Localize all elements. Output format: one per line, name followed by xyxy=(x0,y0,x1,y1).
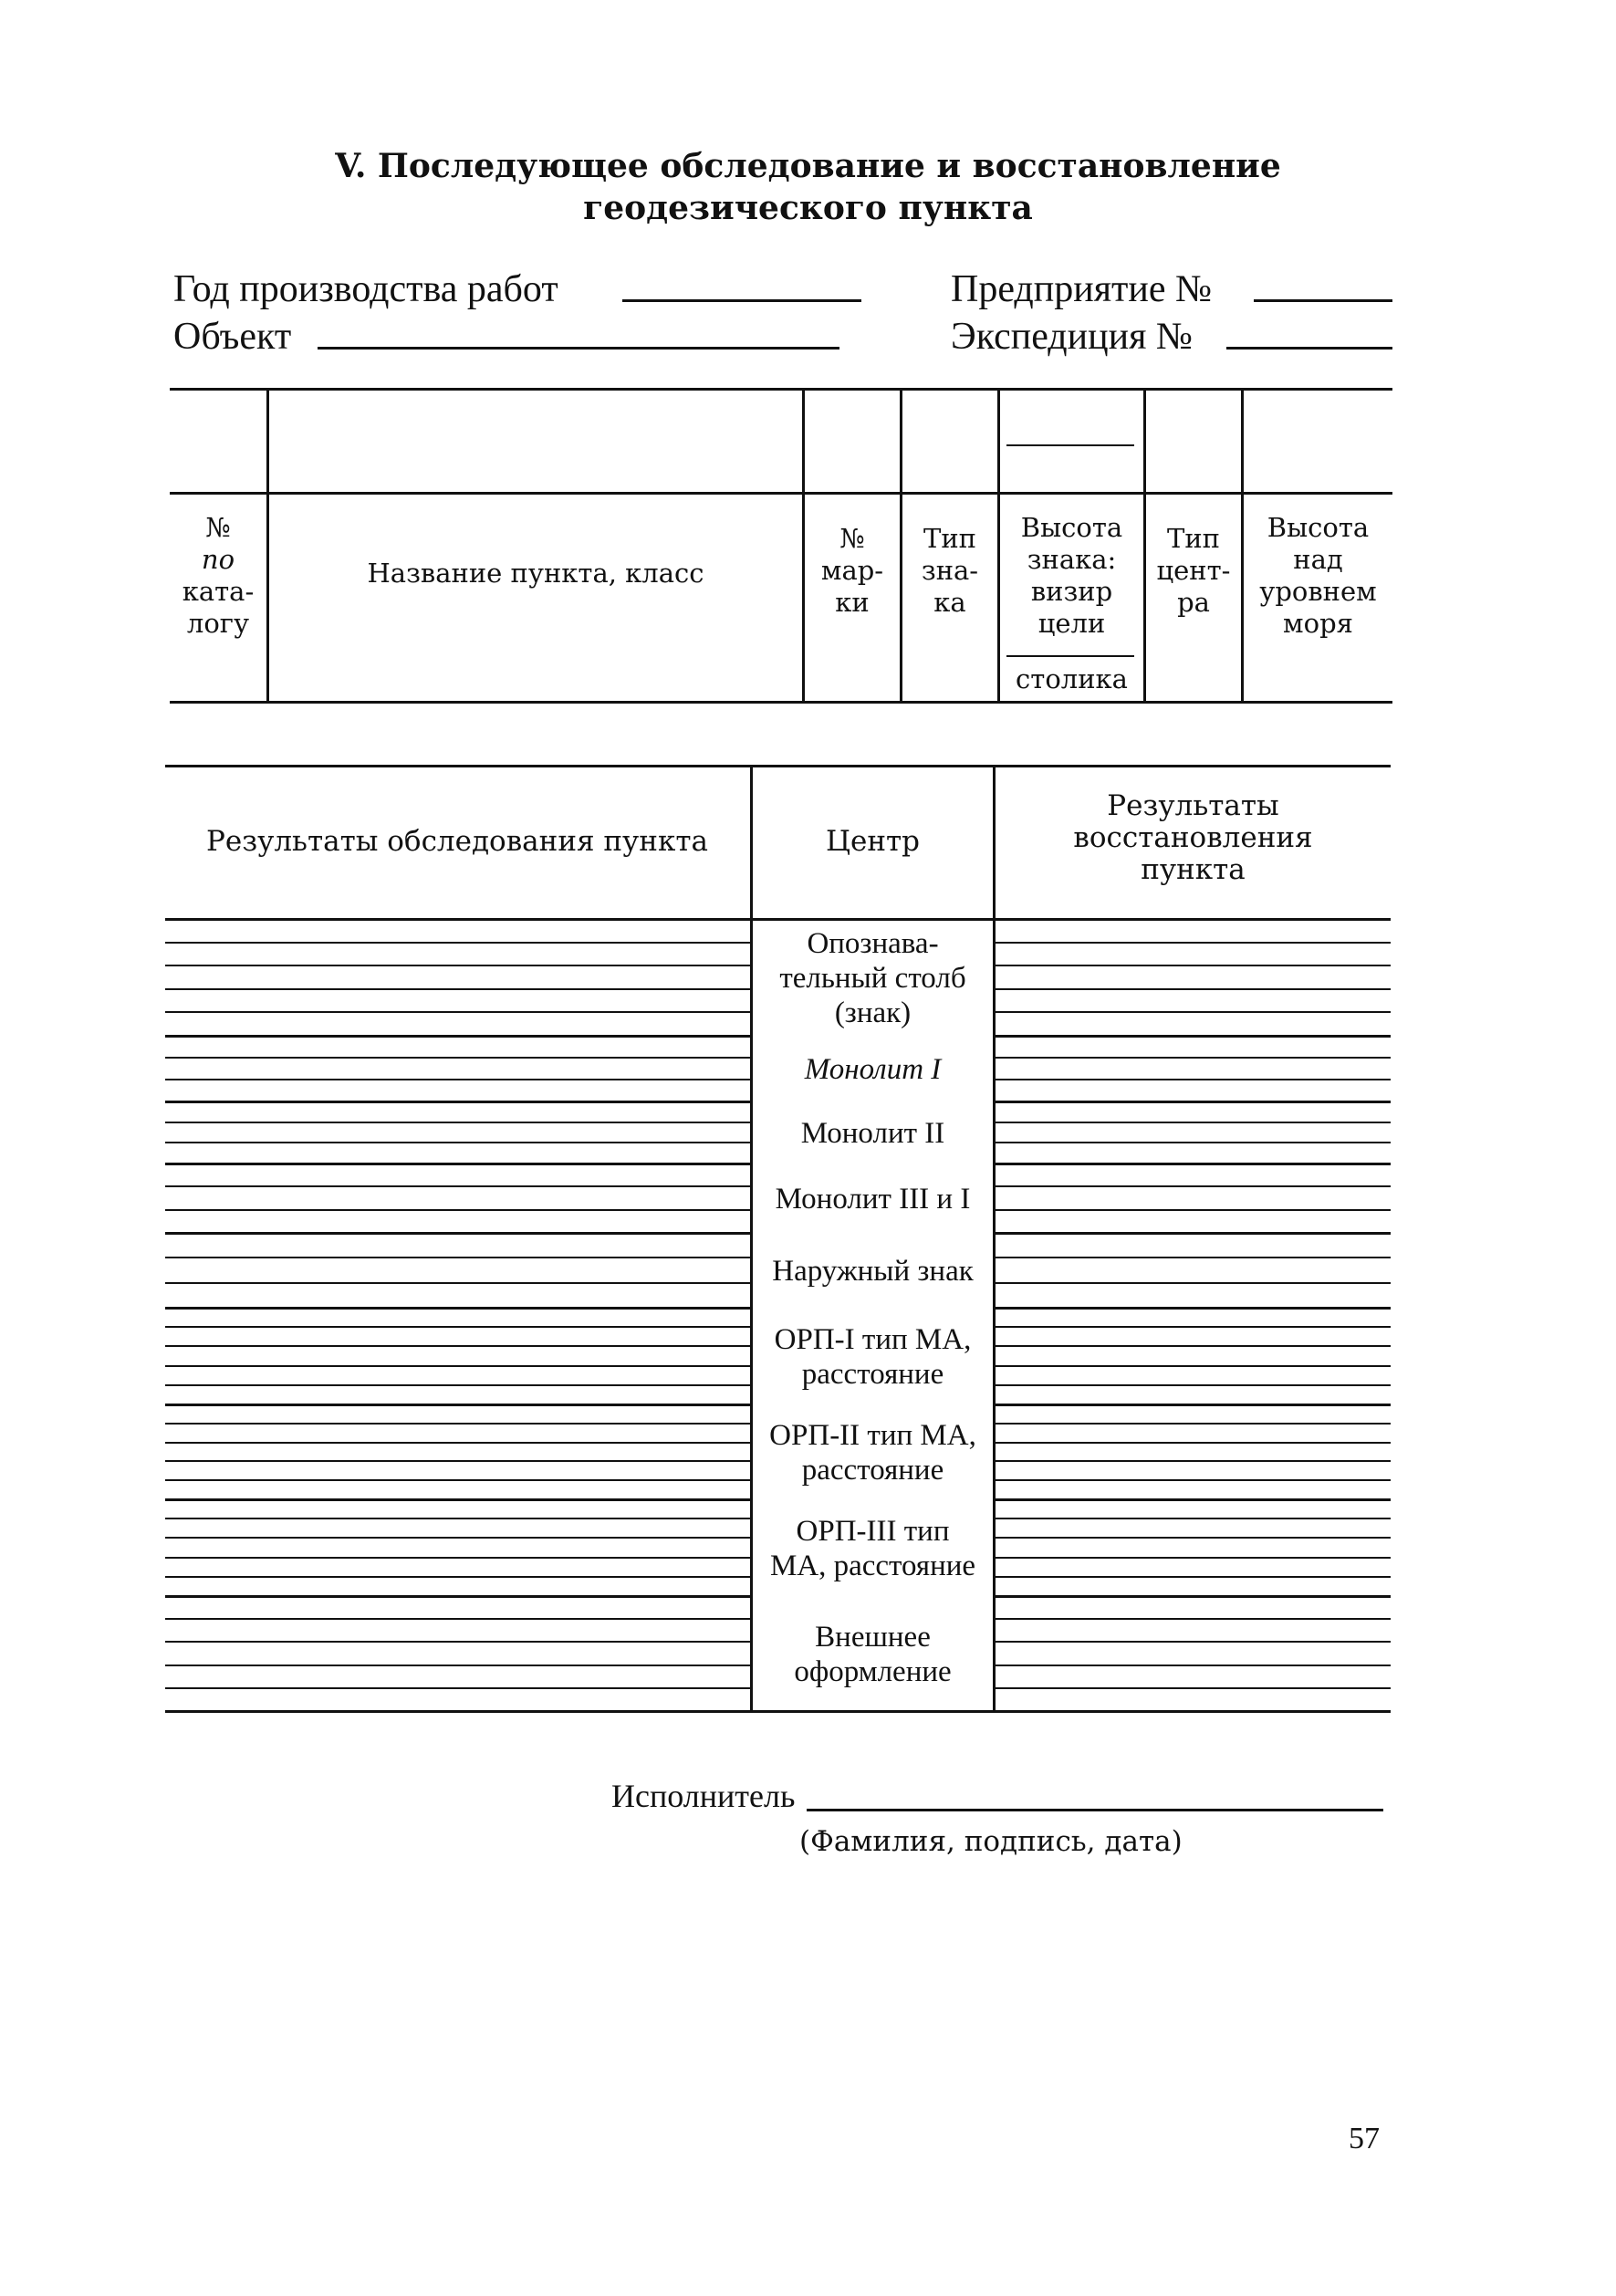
page-title-line-2: геодезического пункта xyxy=(583,189,1033,227)
header-sea-level-line: Высота xyxy=(1267,512,1370,543)
table2-row-line xyxy=(996,1282,1391,1284)
header-sea-level-line: уровнем xyxy=(1259,576,1377,607)
table2-row-line xyxy=(165,1641,750,1643)
table2-row-line xyxy=(996,1326,1391,1328)
table2-row-line xyxy=(165,1035,750,1038)
table2-row-line xyxy=(165,1518,750,1519)
header-restoration-results xyxy=(996,783,1391,892)
table2-row-line xyxy=(165,1011,750,1013)
header-catalog-line: № xyxy=(205,512,231,543)
table2-row-line xyxy=(996,1384,1391,1386)
table2-row-line xyxy=(996,1641,1391,1643)
center-row-label-line: ОРП-I тип МА, xyxy=(774,1322,972,1356)
table2-row-line xyxy=(165,1384,750,1386)
center-row-label-line: ОРП-II тип МА, xyxy=(769,1418,976,1452)
header-table-height: столика xyxy=(1016,663,1128,694)
table2-row-line xyxy=(165,1423,750,1425)
center-row-label xyxy=(753,1235,993,1307)
table2-row-line xyxy=(996,1011,1391,1013)
center-row-label-line: расстояние xyxy=(801,1357,944,1391)
header-sign-height-line: знака: xyxy=(1027,544,1117,575)
table2-row-line xyxy=(165,1079,750,1080)
table2-row-line xyxy=(996,988,1391,990)
table2-row-line xyxy=(165,1209,750,1211)
table2-row-line xyxy=(996,1557,1391,1559)
table2-row-line xyxy=(996,1057,1391,1059)
table2-row-line xyxy=(165,1537,750,1539)
table2-row-line xyxy=(996,1460,1391,1462)
header-survey-results: Результаты обследования пункта xyxy=(206,824,708,858)
page-number: 57 xyxy=(1349,2122,1380,2155)
table2-row-line xyxy=(996,1257,1391,1258)
center-row-label-line: ОРП-III тип xyxy=(796,1514,950,1548)
table2-row-line xyxy=(165,1345,750,1347)
header-restoration-line: Результаты xyxy=(1107,788,1279,822)
table2-row-line xyxy=(996,1035,1391,1038)
center-row-label xyxy=(753,1038,993,1101)
table2-row-line xyxy=(996,1404,1391,1406)
table2-row-line xyxy=(165,1101,750,1103)
header-catalog-line: логу xyxy=(186,608,250,639)
table2-row-line xyxy=(996,1142,1391,1143)
center-row-label-line: МА, расстояние xyxy=(769,1549,976,1582)
table2-row-line xyxy=(165,1307,750,1310)
object-label: Объект xyxy=(173,316,292,358)
center-row-label-line: Монолит II xyxy=(800,1116,945,1150)
table2-top-border xyxy=(165,765,1391,767)
header-mark-line: № xyxy=(839,522,865,554)
table2-row-line xyxy=(165,988,750,990)
header-center: Центр xyxy=(825,824,921,858)
center-row-label-line: Наружный знак xyxy=(772,1254,974,1288)
table2-row-line xyxy=(165,1687,750,1689)
header-restoration-line: восстановления xyxy=(1073,820,1313,854)
table2-row-line xyxy=(996,1423,1391,1425)
table2-row-line xyxy=(165,1142,750,1143)
table2-row-line xyxy=(996,1163,1391,1165)
table2-row-line xyxy=(165,1442,750,1444)
year-label: Год производства работ xyxy=(173,268,558,310)
page-title-line-1: V. Последующее обследование и восстановление xyxy=(335,147,1281,185)
header-restoration-line: пункта xyxy=(1141,852,1246,886)
table2-row-line xyxy=(996,1442,1391,1444)
table2-row-line xyxy=(996,1232,1391,1235)
table2-row-line xyxy=(165,1618,750,1620)
center-row-label-line: расстояние xyxy=(801,1453,944,1487)
table2-row-line xyxy=(165,1576,750,1578)
table2-row-line xyxy=(996,965,1391,966)
table2-row-line xyxy=(165,1122,750,1123)
table2-row-line xyxy=(996,1518,1391,1519)
center-row-label-line: Монолит I xyxy=(804,1052,942,1086)
table2-row-line xyxy=(996,1365,1391,1367)
table2-row-line xyxy=(165,965,750,966)
table2-row-line xyxy=(165,942,750,944)
table2-column-divider xyxy=(993,765,996,1712)
table2-row-line xyxy=(165,1232,750,1235)
table2-row-line xyxy=(165,1460,750,1462)
table2-row-line xyxy=(996,1576,1391,1578)
header-sign-type-line: зна- xyxy=(921,554,979,586)
table2-row-line xyxy=(996,1537,1391,1539)
table2-bottom-border xyxy=(165,1710,1391,1713)
table2-row-line xyxy=(996,1665,1391,1666)
table2-row-line xyxy=(996,1101,1391,1103)
executor-input-line[interactable] xyxy=(807,1809,1383,1811)
center-row-label xyxy=(753,1598,993,1710)
table2-row-line xyxy=(165,1479,750,1481)
table2-row-line xyxy=(996,1479,1391,1481)
header-mark-line: мар- xyxy=(820,554,884,586)
table2-row-line xyxy=(165,1404,750,1406)
header-sea-level-line: над xyxy=(1293,544,1343,575)
header-sign-type-line: ка xyxy=(933,586,966,618)
table2-row-line xyxy=(996,1498,1391,1501)
center-row-label-line: оформление xyxy=(794,1654,952,1688)
table2-row-line xyxy=(996,1122,1391,1123)
header-sign-height-line: Высота xyxy=(1020,512,1123,543)
table2-row-line xyxy=(996,1687,1391,1689)
header-point-name-class: Название пункта, класс xyxy=(367,557,704,589)
table2-row-line xyxy=(165,1257,750,1258)
table2-row-line xyxy=(165,1595,750,1598)
center-row-label-line: Внешнее xyxy=(815,1620,931,1654)
header-sea-level-line: моря xyxy=(1283,608,1353,639)
table2-row-line xyxy=(165,1665,750,1666)
table2-row-line xyxy=(996,1595,1391,1598)
table2-row-line xyxy=(165,1185,750,1187)
table2-row-line xyxy=(165,1057,750,1059)
header-mark-line: ки xyxy=(835,586,870,618)
table2-row-line xyxy=(165,1282,750,1284)
executor-label: Исполнитель xyxy=(611,1778,796,1814)
center-row-label-line: тельный столб xyxy=(779,961,966,995)
center-row-label-line: Опознава- xyxy=(807,926,939,960)
table2-row-line xyxy=(996,1345,1391,1347)
center-row-label-line: Монолит III и I xyxy=(775,1182,971,1216)
table2-row-line xyxy=(996,1307,1391,1310)
header-center-type-line: ра xyxy=(1177,586,1210,618)
table2-row-line xyxy=(165,1365,750,1367)
executor-caption: (Фамилия, подпись, дата) xyxy=(799,1825,1183,1858)
table2-row-line xyxy=(165,1326,750,1328)
header-catalog-line: по xyxy=(201,544,235,575)
center-row-label xyxy=(753,1165,993,1232)
table2-row-line xyxy=(165,1163,750,1165)
center-row-label xyxy=(753,1406,993,1498)
header-sign-height-line: цели xyxy=(1037,608,1106,639)
header-catalog-line: ката- xyxy=(182,576,255,607)
header-sign-height-line: визир xyxy=(1030,576,1113,607)
table2-row-line xyxy=(996,1209,1391,1211)
center-row-label-line: (знак) xyxy=(834,996,912,1029)
expedition-label: Экспедиция № xyxy=(951,316,1193,358)
header-sign-type-line: Тип xyxy=(923,522,976,554)
table2-row-line xyxy=(996,1185,1391,1187)
center-row-label xyxy=(753,1103,993,1163)
table2-row-line xyxy=(996,1079,1391,1080)
table2-row-line xyxy=(165,1498,750,1501)
table2-row-line xyxy=(165,1557,750,1559)
enterprise-label: Предприятие № xyxy=(951,268,1213,310)
table2-row-line xyxy=(996,942,1391,944)
table2-row-line xyxy=(996,1618,1391,1620)
header-center-type-line: Тип xyxy=(1167,522,1220,554)
center-row-label xyxy=(753,1501,993,1595)
header-center-type-line: цент- xyxy=(1156,554,1231,586)
center-row-label xyxy=(753,921,993,1035)
center-row-label xyxy=(753,1310,993,1404)
